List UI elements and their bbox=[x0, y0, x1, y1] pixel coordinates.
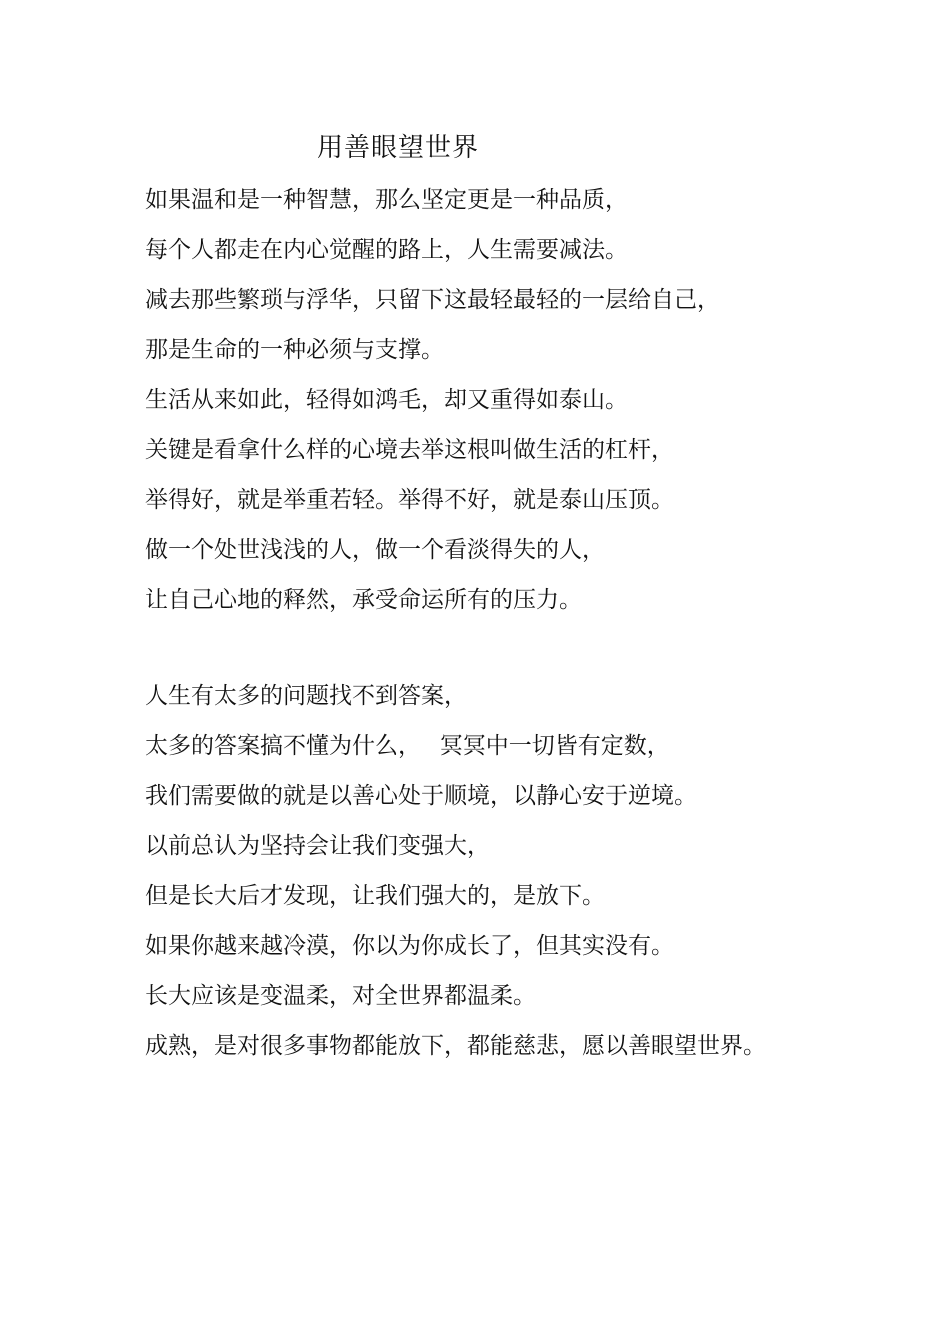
text-line: 每个人都走在内心觉醒的路上，人生需要减法。 bbox=[145, 237, 628, 263]
text-line: 关键是看拿什么样的心境去举这根叫做生活的杠杆， bbox=[145, 437, 674, 463]
text-line: 那是生命的一种必须与支撑。 bbox=[145, 337, 444, 363]
text-line: 减去那些繁琐与浮华，只留下这最轻最轻的一层给自己， bbox=[145, 287, 720, 313]
text-line: 成熟，是对很多事物都能放下，都能慈悲，愿以善眼望世界。 bbox=[145, 1033, 766, 1059]
stanza-first bbox=[145, 180, 720, 630]
text-line: 生活从来如此，轻得如鸿毛，却又重得如泰山。 bbox=[145, 387, 628, 413]
text-line: 做一个处世浅浅的人，做一个看淡得失的人， bbox=[145, 537, 605, 563]
text-line: 如果温和是一种智慧，那么坚定更是一种品质， bbox=[145, 187, 628, 213]
text-line: 以前总认为坚持会让我们变强大， bbox=[145, 833, 490, 859]
text-line: 举得好，就是举重若轻。举得不好，就是泰山压顶。 bbox=[145, 487, 674, 513]
text-line: 但是长大后才发现，让我们强大的，是放下。 bbox=[145, 883, 605, 909]
document-title: 用善眼望世界 bbox=[317, 133, 480, 163]
text-line: 我们需要做的就是以善心处于顺境，以静心安于逆境。 bbox=[145, 783, 697, 809]
text-line: 太多的答案搞不懂为什么， 冥冥中一切皆有定数， bbox=[145, 733, 670, 759]
text-line: 长大应该是变温柔，对全世界都温柔。 bbox=[145, 983, 536, 1009]
text-line: 让自己心地的释然，承受命运所有的压力。 bbox=[145, 587, 582, 613]
text-line: 如果你越来越冷漠，你以为你成长了，但其实没有。 bbox=[145, 933, 674, 959]
stanza-second bbox=[145, 676, 766, 1076]
text-line: 人生有太多的问题找不到答案， bbox=[145, 683, 467, 709]
